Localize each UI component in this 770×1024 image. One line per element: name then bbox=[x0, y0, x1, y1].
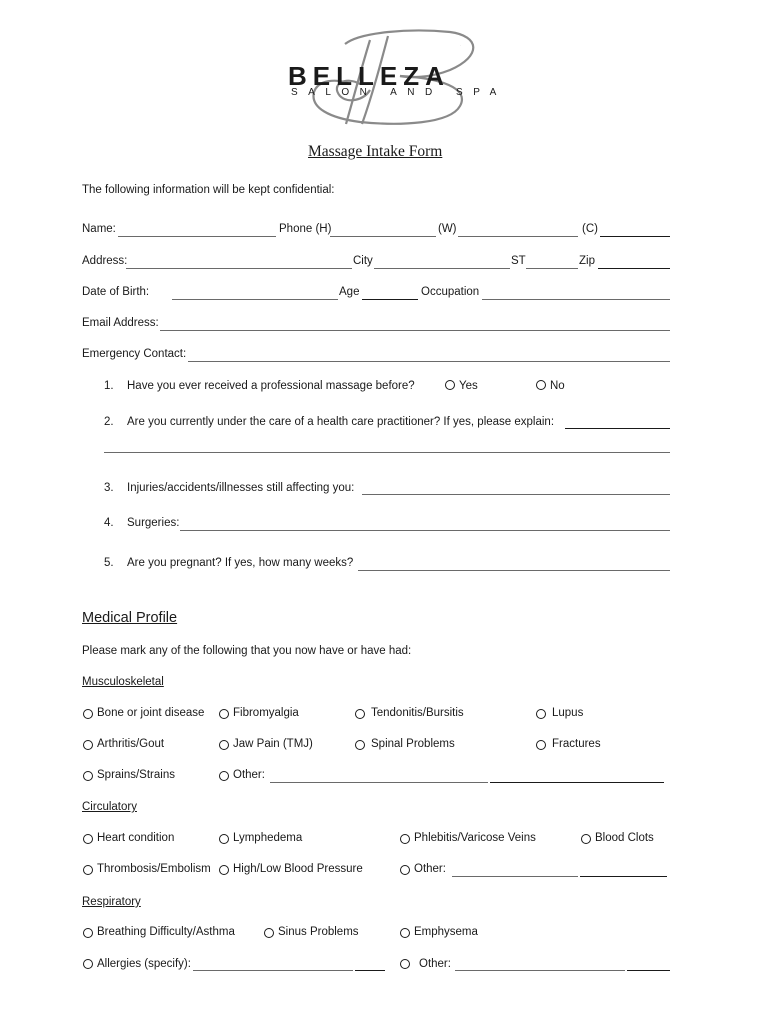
phlebitis-radio[interactable] bbox=[400, 834, 410, 844]
condition-label: Other: bbox=[414, 863, 446, 875]
condition-label: Sprains/Strains bbox=[97, 769, 175, 781]
respiratory-other-radio[interactable] bbox=[400, 959, 410, 969]
address-label: Address: bbox=[82, 255, 128, 267]
condition-label: Blood Clots bbox=[595, 832, 654, 844]
sinus-radio[interactable] bbox=[264, 928, 274, 938]
state-label: ST bbox=[511, 255, 526, 267]
form-title: Massage Intake Form bbox=[308, 143, 443, 160]
blood-clots-radio[interactable] bbox=[581, 834, 591, 844]
emergency-contact-field[interactable] bbox=[188, 361, 670, 362]
question-text: Are you pregnant? If yes, how many weeks? bbox=[127, 557, 354, 569]
occupation-field[interactable] bbox=[482, 299, 670, 300]
zip-label: Zip bbox=[579, 255, 595, 267]
phone-home-label: Phone (H) bbox=[279, 223, 332, 235]
circulatory-other-radio[interactable] bbox=[400, 865, 410, 875]
spinal-problems-radio[interactable] bbox=[355, 740, 365, 750]
yes-radio[interactable] bbox=[445, 380, 455, 390]
question-text: Surgeries: bbox=[127, 517, 180, 529]
phone-work-label: (W) bbox=[438, 223, 457, 235]
name-label: Name: bbox=[82, 223, 116, 235]
question-number: 1. bbox=[104, 380, 114, 392]
condition-label: Bone or joint disease bbox=[97, 707, 205, 719]
circulatory-other-field[interactable] bbox=[452, 876, 578, 877]
musculoskeletal-heading: Musculoskeletal bbox=[82, 676, 164, 688]
question-text: Have you ever received a professional massage before? bbox=[127, 380, 415, 392]
age-field[interactable] bbox=[362, 299, 418, 300]
condition-label: Breathing Difficulty/Asthma bbox=[97, 926, 235, 938]
respiratory-other-field[interactable] bbox=[455, 970, 625, 971]
condition-label: Jaw Pain (TMJ) bbox=[233, 738, 313, 750]
condition-label: Phlebitis/Varicose Veins bbox=[414, 832, 536, 844]
condition-label: Heart condition bbox=[97, 832, 175, 844]
allergies-radio[interactable] bbox=[83, 959, 93, 969]
emphysema-radio[interactable] bbox=[400, 928, 410, 938]
question-text: Are you currently under the care of a health care practitioner? If yes, please explain: bbox=[127, 416, 555, 428]
email-field[interactable] bbox=[160, 330, 670, 331]
no-radio[interactable] bbox=[536, 380, 546, 390]
fractures-radio[interactable] bbox=[536, 740, 546, 750]
pregnancy-weeks-field[interactable] bbox=[358, 570, 670, 571]
medical-instruction: Please mark any of the following that you now have or have had: bbox=[82, 645, 412, 657]
condition-label: Other: bbox=[233, 769, 265, 781]
condition-label: Emphysema bbox=[414, 926, 478, 938]
allergies-field[interactable] bbox=[193, 970, 353, 971]
phone-cell-label: (C) bbox=[582, 223, 598, 235]
sprains-radio[interactable] bbox=[83, 771, 93, 781]
lymphedema-radio[interactable] bbox=[219, 834, 229, 844]
musculo-other-field[interactable] bbox=[270, 782, 488, 783]
logo-brand-name: BELLEZA bbox=[288, 61, 450, 91]
email-label: Email Address: bbox=[82, 317, 159, 329]
question-number: 2. bbox=[104, 416, 114, 428]
heart-condition-radio[interactable] bbox=[83, 834, 93, 844]
tendonitis-radio[interactable] bbox=[355, 709, 365, 719]
logo-mono-letter: B bbox=[460, 46, 461, 47]
medical-profile-title: Medical Profile bbox=[82, 610, 178, 626]
circulatory-other-field-2[interactable] bbox=[580, 876, 667, 877]
surgeries-field[interactable] bbox=[180, 530, 670, 531]
respiratory-heading: Respiratory bbox=[82, 896, 141, 908]
breathing-radio[interactable] bbox=[83, 928, 93, 938]
thrombosis-radio[interactable] bbox=[83, 865, 93, 875]
arthritis-radio[interactable] bbox=[83, 740, 93, 750]
allergies-field-2[interactable] bbox=[355, 970, 385, 971]
condition-label: Other: bbox=[419, 958, 451, 970]
bone-joint-radio[interactable] bbox=[83, 709, 93, 719]
fibromyalgia-radio[interactable] bbox=[219, 709, 229, 719]
age-label: Age bbox=[339, 286, 360, 298]
city-label: City bbox=[353, 255, 373, 267]
condition-label: Arthritis/Gout bbox=[97, 738, 165, 750]
musculo-other-radio[interactable] bbox=[219, 771, 229, 781]
yes-label: Yes bbox=[459, 380, 478, 392]
dob-field[interactable] bbox=[172, 299, 338, 300]
zip-field[interactable] bbox=[598, 268, 670, 269]
condition-label: Fibromyalgia bbox=[233, 707, 299, 719]
occupation-label: Occupation bbox=[421, 286, 480, 298]
question-number: 5. bbox=[104, 557, 114, 569]
address-field[interactable] bbox=[126, 268, 352, 269]
blood-pressure-radio[interactable] bbox=[219, 865, 229, 875]
condition-label: Thrombosis/Embolism bbox=[97, 863, 211, 875]
injuries-field[interactable] bbox=[362, 494, 670, 495]
dob-label: Date of Birth: bbox=[82, 286, 150, 298]
health-care-explain-field[interactable] bbox=[565, 428, 670, 429]
question-number: 4. bbox=[104, 517, 114, 529]
phone-work-field[interactable] bbox=[458, 236, 578, 237]
jaw-pain-radio[interactable] bbox=[219, 740, 229, 750]
health-care-explain-field-2[interactable] bbox=[104, 452, 670, 453]
name-field[interactable] bbox=[118, 236, 276, 237]
state-field[interactable] bbox=[526, 268, 578, 269]
condition-label: Allergies (specify): bbox=[97, 958, 191, 970]
condition-label: Tendonitis/Bursitis bbox=[371, 707, 464, 719]
logo-tagline: SALON AND SPA bbox=[291, 87, 507, 98]
lupus-radio[interactable] bbox=[536, 709, 546, 719]
circulatory-heading: Circulatory bbox=[82, 801, 137, 813]
condition-label: Fractures bbox=[552, 738, 601, 750]
condition-label: Sinus Problems bbox=[278, 926, 359, 938]
respiratory-other-field-2[interactable] bbox=[627, 970, 670, 971]
condition-label: Lymphedema bbox=[233, 832, 303, 844]
question-text: Injuries/accidents/illnesses still affecting you: bbox=[127, 482, 355, 494]
condition-label: Spinal Problems bbox=[371, 738, 455, 750]
condition-label: Lupus bbox=[552, 707, 584, 719]
confidential-note: The following information will be kept confidential: bbox=[82, 184, 335, 196]
phone-cell-field[interactable] bbox=[600, 236, 670, 237]
emergency-contact-label: Emergency Contact: bbox=[82, 348, 187, 360]
phone-home-field[interactable] bbox=[330, 236, 436, 237]
no-label: No bbox=[550, 380, 565, 392]
musculo-other-field-2[interactable] bbox=[490, 782, 664, 783]
question-number: 3. bbox=[104, 482, 114, 494]
city-field[interactable] bbox=[374, 268, 510, 269]
condition-label: High/Low Blood Pressure bbox=[233, 863, 363, 875]
